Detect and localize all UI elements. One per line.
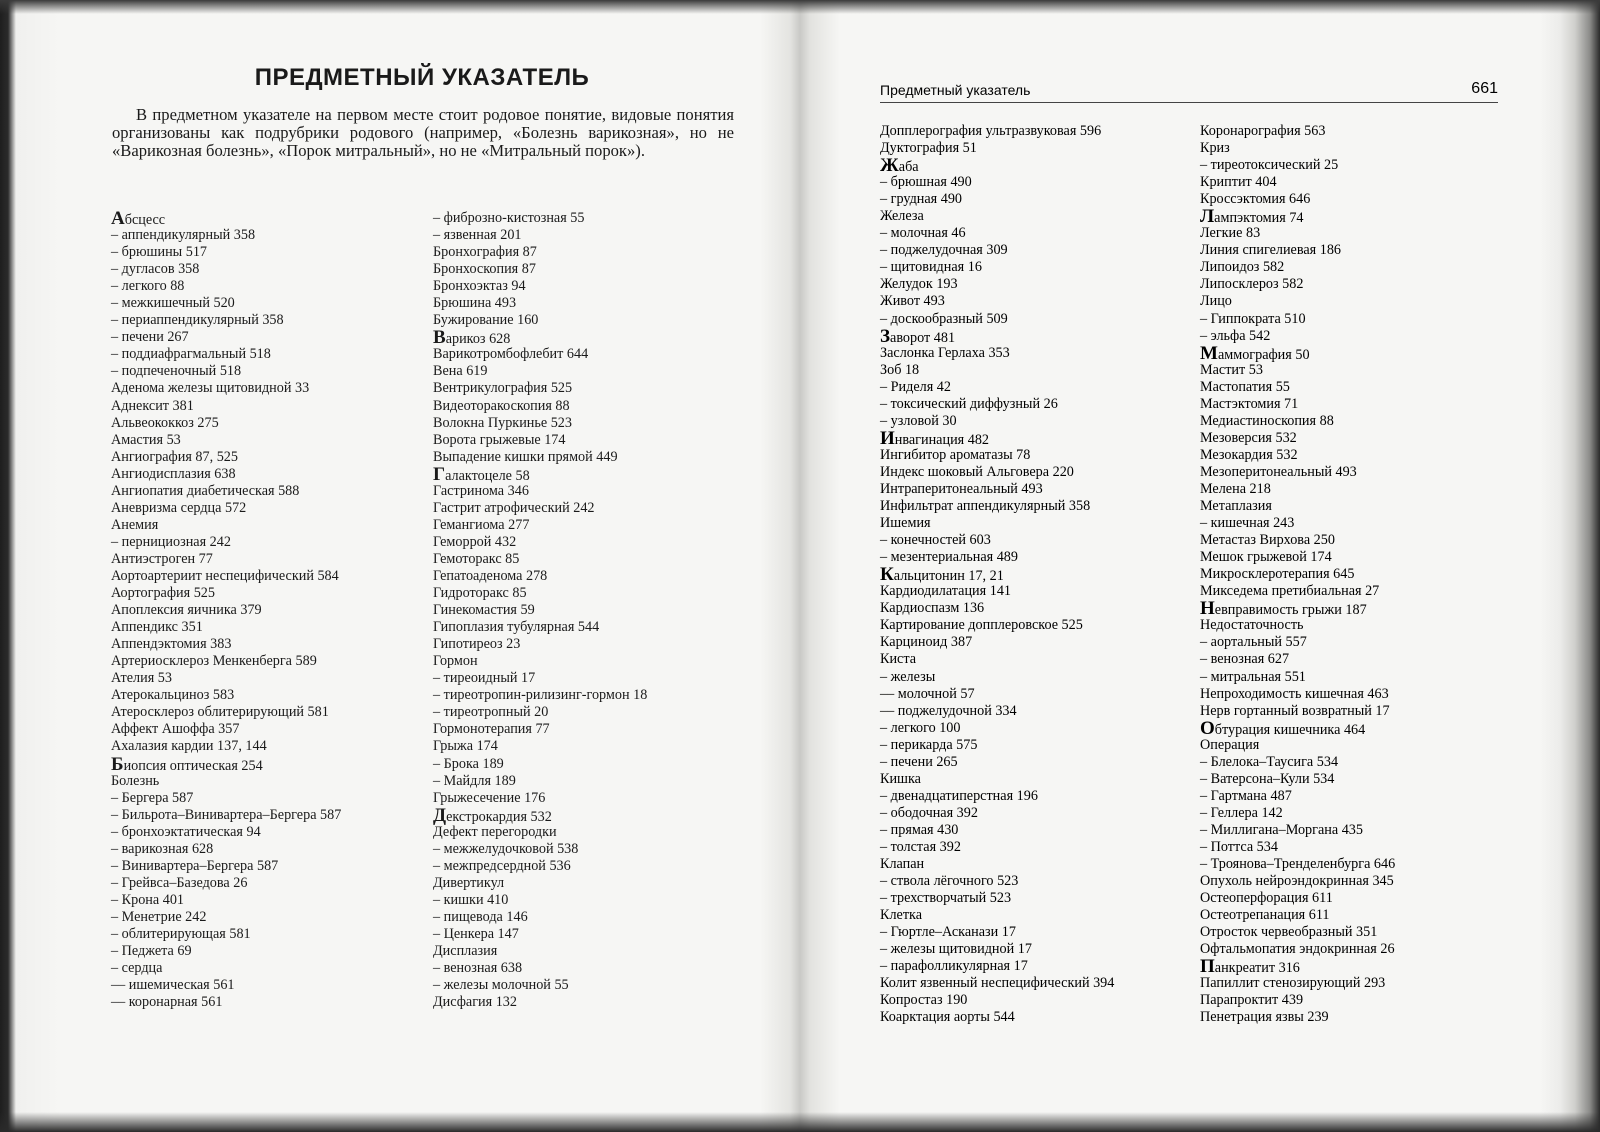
index-entry: Аортография 525 (111, 585, 215, 602)
index-entry: Инфильтрат аппендикулярный 358 (880, 498, 1091, 515)
running-head-title: Предметный указатель (880, 82, 1031, 98)
index-entry: – кишечная 243 (1200, 515, 1295, 532)
index-entry: – тиреотропин-рилизинг-гормон 18 (433, 687, 648, 704)
index-entry: – печени 267 (111, 329, 189, 346)
index-entry: Легкие 83 (1200, 225, 1261, 242)
index-entry: Маммография 50 (1200, 342, 1310, 364)
index-entry: Грыжа 174 (433, 738, 498, 755)
index-entry: Остеоперфорация 611 (1200, 890, 1333, 907)
index-entry: – межжелудочковой 538 (433, 840, 579, 857)
index-entry: Колит язвенный неспецифический 394 (880, 975, 1115, 992)
index-entry: – легкого 100 (880, 719, 961, 736)
index-entry: Пенетрация язвы 239 (1200, 1009, 1329, 1026)
index-entry: – Геллера 142 (1200, 804, 1283, 821)
index-entry: Интраперитонеальный 493 (880, 480, 1043, 497)
index-entry: – пищевода 146 (433, 908, 528, 925)
index-entry: Дефект перегородки (433, 823, 557, 840)
index-entry: Дисфагия 132 (433, 994, 517, 1011)
index-entry: Клапан (880, 856, 925, 873)
page-number: 661 (1471, 80, 1498, 97)
index-entry: –– поджелудочной 334 (880, 702, 1017, 719)
index-entry: – Миллигана–Моргана 435 (1200, 821, 1363, 838)
index-entry: – перикарда 575 (880, 736, 978, 753)
index-entry: – межкишечный 520 (111, 295, 235, 312)
index-entry: Киста (880, 651, 917, 668)
index-entry: Антиэстроген 77 (111, 550, 213, 567)
index-entry: – щитовидная 16 (880, 259, 982, 276)
index-entry: – Майдля 189 (433, 772, 516, 789)
index-entry: Заворот 481 (880, 325, 956, 347)
index-entry: Медиастиноскопия 88 (1200, 412, 1334, 429)
index-entry: – варикозная 628 (111, 840, 214, 857)
index-entry: – сердца (111, 960, 163, 977)
index-entry: Гипоплазия тубулярная 544 (433, 619, 600, 636)
index-entry: – узловой 30 (880, 412, 957, 429)
index-entry: – железы (880, 668, 936, 685)
index-entry: Зоб 18 (880, 361, 920, 378)
index-entry: – железы молочной 55 (433, 977, 569, 994)
index-entry: Живот 493 (880, 293, 945, 310)
index-entry: – двенадцатиперстная 196 (880, 787, 1038, 804)
index-entry: Нерв гортанный возвратный 17 (1200, 702, 1390, 719)
index-entry: – брюшины 517 (111, 244, 208, 261)
index-entry: Мастопатия 55 (1200, 378, 1290, 395)
index-entry: Варикоз 628 (433, 327, 511, 349)
index-entry: Анемия (111, 516, 159, 533)
index-entry: – эльфа 542 (1200, 327, 1271, 344)
index-entry: – облитерирующая 581 (111, 925, 251, 942)
index-entry: Коарктация аорты 544 (880, 1009, 1015, 1026)
index-column-2 (433, 210, 647, 1011)
index-entry: – мезентериальная 489 (880, 549, 1018, 566)
index-entry: Галактоцеле 58 (433, 463, 530, 485)
index-entry: Мастэктомия 71 (1200, 395, 1299, 412)
index-entry: Мастит 53 (1200, 361, 1263, 378)
index-column-4 (1200, 123, 1395, 1026)
index-entry: Папиллит стенозирующий 293 (1200, 975, 1386, 992)
index-entry: Кальцитонин 17, 21 (880, 564, 1004, 586)
index-entry: – фиброзно-кистозная 55 (433, 210, 585, 226)
index-entry: Заслонка Герлаха 353 (880, 344, 1010, 361)
index-entry: Допплерография ультразвуковая 596 (880, 123, 1102, 139)
index-entry: Гипотиреоз 23 (433, 636, 521, 653)
index-entry: Гинекомастия 59 (433, 602, 535, 619)
index-entry: Альвеококкоз 275 (111, 414, 219, 431)
index-entry: – венозная 638 (433, 960, 523, 977)
index-entry: Ахалазия кардии 137, 144 (111, 738, 267, 755)
index-entry: Геморрой 432 (433, 533, 517, 550)
index-entry: Аортоартериит неспецифический 584 (111, 567, 339, 584)
index-entry: Недостаточность (1200, 617, 1304, 634)
index-entry: – тиреотоксический 25 (1200, 157, 1339, 174)
index-entry: – трехстворчатый 523 (880, 890, 1012, 907)
index-entry: Вена 619 (433, 363, 488, 380)
index-entry: – межпредсердной 536 (433, 857, 571, 874)
index-entry: Инвагинация 482 (880, 427, 990, 449)
index-entry: Аппендикс 351 (111, 619, 203, 636)
index-entry: – тиреотропный 20 (433, 704, 549, 721)
index-entry: Ишемия (880, 515, 931, 532)
index-entry: – поддиафрагмальный 518 (111, 346, 271, 363)
index-entry: Парапроктит 439 (1200, 992, 1304, 1009)
index-entry: – Поттса 534 (1200, 838, 1278, 855)
index-entry: – Троянова–Тренделенбурга 646 (1200, 856, 1396, 873)
index-entry: Гемангиома 277 (433, 516, 530, 533)
index-entry: Гепатоаденома 278 (433, 567, 548, 584)
index-entry: Болезнь (111, 772, 160, 789)
index-entry: Мезоверсия 532 (1200, 429, 1297, 446)
index-entry: – подпеченочный 518 (111, 363, 242, 380)
index-entry: Бронхография 87 (433, 244, 537, 261)
index-entry: Клетка (880, 907, 923, 924)
index-entry: – Крона 401 (111, 891, 185, 908)
index-entry: – Блелока–Таусига 534 (1200, 753, 1339, 770)
index-entry: – дугласов 358 (111, 261, 200, 278)
index-entry: Гастринома 346 (433, 482, 529, 499)
index-entry: Гастрит атрофический 242 (433, 499, 595, 516)
index-entry: Желудок 193 (880, 276, 958, 293)
index-entry: – железы щитовидной 17 (880, 941, 1032, 958)
index-entry: Гемоторакс 85 (433, 550, 520, 567)
index-entry: Панкреатит 316 (1200, 956, 1300, 978)
index-entry: Дисплазия (433, 943, 498, 960)
intro-paragraph: В предметном указателе на первом месте стоит родовое понятие, видовые понятия организованы как подрубрики родового (например, «Болезнь варикозная», но не «Варикозная болезнь», «Порок митральный», но не «Митральный порок»). (112, 105, 734, 160)
index-entry: Видеоторакоскопия 88 (433, 397, 570, 414)
index-entry: –– ишемическая 561 (111, 977, 235, 994)
index-entry: Абсцесс (111, 208, 166, 229)
index-entry: Волокна Пуркинье 523 (433, 414, 572, 431)
index-entry: Мезоперитонеальный 493 (1200, 463, 1357, 480)
index-entry: Липоидоз 582 (1200, 259, 1285, 276)
index-entry: Метастаз Вирхова 250 (1200, 532, 1335, 549)
index-entry: Лампэктомия 74 (1200, 206, 1304, 228)
index-entry: Бронхоэктаз 94 (433, 278, 526, 295)
index-entry: Дивертикул (433, 874, 505, 891)
index-entry: Опухоль нейроэндокринная 345 (1200, 873, 1394, 890)
index-entry: Атеросклероз облитерирующий 581 (111, 704, 329, 721)
index-entry: – брюшная 490 (880, 174, 972, 191)
index-entry: – Ценкера 147 (433, 925, 519, 942)
index-entry: Артериосклероз Менкенберга 589 (111, 653, 317, 670)
index-entry: Варикотромбофлебит 644 (433, 346, 589, 363)
index-entry: Обтурация кишечника 464 (1200, 717, 1366, 739)
index-entry: – токсический диффузный 26 (880, 395, 1058, 412)
index-entry: Офтальмопатия эндокринная 26 (1200, 941, 1395, 958)
index-entry: – венозная 627 (1200, 651, 1290, 668)
index-entry: Микседема претибиальная 27 (1200, 583, 1380, 600)
index-entry: Липосклероз 582 (1200, 276, 1304, 293)
index-entry: – периаппендикулярный 358 (111, 312, 284, 329)
index-entry: – Ватерсона–Кули 534 (1200, 770, 1335, 787)
index-entry: Ангиодисплазия 638 (111, 465, 236, 482)
index-entry: – легкого 88 (111, 278, 185, 295)
index-entry: Кардиоспазм 136 (880, 600, 985, 617)
index-entry: Невправимость грыжи 187 (1200, 598, 1367, 620)
index-entry: – ободочная 392 (880, 804, 978, 821)
index-entry: Мешок грыжевой 174 (1200, 549, 1332, 566)
index-column-1 (111, 210, 341, 1011)
index-entry: Кишка (880, 770, 921, 787)
index-entry: – конечностей 603 (880, 532, 991, 549)
index-entry: – аортальный 557 (1200, 634, 1307, 651)
index-entry: Остеотрепанация 611 (1200, 907, 1330, 924)
index-entry: – бронхоэктатическая 94 (111, 823, 261, 840)
index-entry: – Грейвса–Базедова 26 (111, 874, 248, 891)
index-entry: Кроссэктомия 646 (1200, 191, 1311, 208)
index-entry: Линия спигелиевая 186 (1200, 242, 1342, 259)
page-title: ПРЕДМЕТНЫЙ УКАЗАТЕЛЬ (254, 64, 590, 91)
index-entry: – язвенная 201 (433, 227, 522, 244)
index-entry: – печени 265 (880, 753, 958, 770)
index-entry: Аденома железы щитовидной 33 (111, 380, 310, 397)
bottom-edge-shadow (0, 1112, 1600, 1132)
index-entry: Гормонотерапия 77 (433, 721, 550, 738)
index-entry: Амастия 53 (111, 431, 181, 448)
index-entry: Гидроторакс 85 (433, 585, 527, 602)
index-entry: Жаба (880, 155, 919, 177)
index-entry: Грыжесечение 176 (433, 789, 546, 806)
index-entry: – Риделя 42 (880, 378, 951, 395)
index-entry: – прямая 430 (880, 821, 959, 838)
index-entry: Аднексит 381 (111, 397, 194, 414)
index-entry: – Брока 189 (433, 755, 504, 772)
index-entry: – поджелудочная 309 (880, 242, 1008, 259)
index-entry: Мелена 218 (1200, 480, 1271, 497)
index-entry: Железа (880, 208, 924, 225)
index-entry: – митральная 551 (1200, 668, 1306, 685)
index-entry: Апоплексия яичника 379 (111, 602, 262, 619)
index-entry: – кишки 410 (433, 891, 509, 908)
index-entry: Криз (1200, 140, 1230, 157)
index-entry: –– коронарная 561 (111, 994, 223, 1011)
index-entry: Мезокардия 532 (1200, 446, 1298, 463)
index-entry: –– молочной 57 (880, 685, 975, 702)
index-entry: – парафолликулярная 17 (880, 958, 1028, 975)
index-entry: Операция (1200, 736, 1260, 753)
index-entry: Кардиодилатация 141 (880, 583, 1012, 600)
index-entry: Метаплазия (1200, 498, 1272, 515)
index-entry: Карциноид 387 (880, 634, 973, 651)
index-entry: Аффект Ашоффа 357 (111, 721, 240, 738)
index-entry: Выпадение кишки прямой 449 (433, 448, 618, 465)
index-entry: Индекс шоковый Альговера 220 (880, 463, 1074, 480)
index-entry: – Педжета 69 (111, 943, 192, 960)
index-entry: – ствола лёгочного 523 (880, 873, 1019, 890)
running-head (880, 82, 1498, 103)
index-entry: Лицо (1200, 293, 1232, 310)
index-entry: – грудная 490 (880, 191, 963, 208)
index-entry: – толстая 392 (880, 838, 961, 855)
index-entry: Гормон (433, 653, 478, 670)
index-entry: Микросклеротерапия 645 (1200, 566, 1355, 583)
index-entry: Картирование допплеровское 525 (880, 617, 1083, 634)
index-entry: – доскообразный 509 (880, 310, 1008, 327)
index-entry: – молочная 46 (880, 225, 966, 242)
index-column-3 (880, 123, 1114, 1026)
index-entry: Атерокальциноз 583 (111, 687, 235, 704)
index-entry: Бронхоскопия 87 (433, 261, 536, 278)
index-entry: Криптит 404 (1200, 174, 1277, 191)
index-entry: – Гиппократа 510 (1200, 310, 1306, 327)
index-entry: Ворота грыжевые 174 (433, 431, 566, 448)
index-entry: Аппендэктомия 383 (111, 636, 232, 653)
index-entry: – тиреоидный 17 (433, 670, 536, 687)
index-entry: Ангиопатия диабетическая 588 (111, 482, 300, 499)
index-entry: Бужирование 160 (433, 312, 539, 329)
index-entry: Ингибитор ароматазы 78 (880, 446, 1031, 463)
index-entry: Декстрокардия 532 (433, 804, 552, 826)
index-entry: Ангиография 87, 525 (111, 448, 238, 465)
index-entry: – Бильрота–Винивартера–Бергера 587 (111, 806, 342, 823)
index-entry: Непроходимость кишечная 463 (1200, 685, 1389, 702)
index-entry: – аппендикулярный 358 (111, 227, 256, 244)
index-entry: – Гюртле–Асканази 17 (880, 924, 1016, 941)
index-entry: Вентрикулография 525 (433, 380, 573, 397)
index-entry: – пернициозная 242 (111, 533, 231, 550)
index-entry: Отросток червеобразный 351 (1200, 924, 1378, 941)
index-entry: Дуктография 51 (880, 140, 977, 157)
index-entry: – Гартмана 487 (1200, 787, 1292, 804)
index-entry: Брюшина 493 (433, 295, 517, 312)
index-entry: – Винивартера–Бергера 587 (111, 857, 279, 874)
index-entry: Коронарография 563 (1200, 123, 1326, 139)
index-entry: – Менетрие 242 (111, 908, 207, 925)
index-entry: Аневризма сердца 572 (111, 499, 247, 516)
index-entry: Копростаз 190 (880, 992, 968, 1009)
index-entry: Биопсия оптическая 254 (111, 753, 263, 775)
index-entry: – Бергера 587 (111, 789, 194, 806)
index-entry: Ателия 53 (111, 670, 172, 687)
